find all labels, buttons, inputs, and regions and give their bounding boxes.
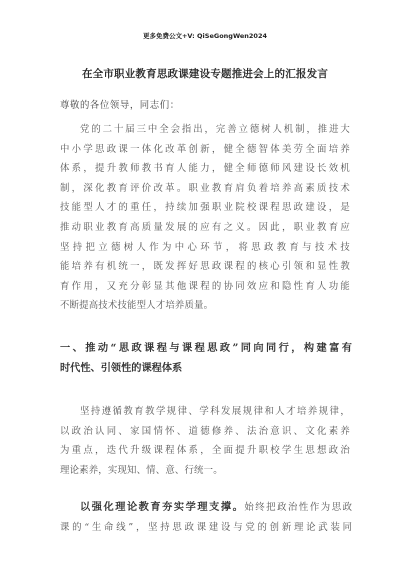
paragraph-curriculum [60,402,350,480]
heading-line: 一、推动“思政课程与课程思政”同向同行，构建富有 [60,342,352,354]
text-line: 推动职业教育高质量发展的应有之义。因此，职业教育应 [60,221,350,233]
text-line: 党的二十届三中全会指出，完善立德树人机制，推进大 [80,124,350,135]
text-line: 坚持把立德树人作为中心环节，将思政教育与技术技 [60,241,350,253]
text-line: 能培养有机统一，既发挥好思政课程的核心引领和显性教 [60,261,350,273]
paragraph-intro [60,120,350,316]
paragraph-theory [60,498,352,537]
text-line [60,498,352,518]
text-line: 中小学思政课一体化改革创新，健全德智体美劳全面培养 [60,143,350,155]
text-line: 坚持遵循教育教学规律、学科发展规律和人才培养规律， [80,406,350,417]
text-line: 为重点，迭代升级课程体系，全面提升职校学生思想政治 [60,445,350,457]
text-line: 课的“生命线”，坚持思政课建设与党的创新理论武装同 [60,521,352,533]
text-line: 不断提高技术技能型人才培养质量。 [60,300,214,312]
bold-lead: 以强化理论教育夯实学理支撑。 [80,501,245,513]
text-line: 理论素养，实现知、情、意、行统一。 [60,464,223,476]
text-line: 制，深化教育评价改革。职业教育肩负着培养高素质技术 [60,182,350,194]
text-line: 体系，提升教师教书育人能力，健全师德师风建设长效机 [60,163,350,175]
document-title: 在全市职业教育思政课建设专题推进会上的汇报发言 [81,68,329,80]
text-line: 育作用，又充分彰显其他课程的协同效应和隐性育人功能 [60,280,350,292]
section-heading-1 [60,338,352,378]
text-line: 以政治认同、家国情怀、道德修养、法治意识、文化素养 [60,425,350,437]
text-run: 始终把政治性作为思政 [244,502,352,513]
greeting: 尊敬的各位领导，同志们： [60,100,180,111]
text-line: 技能型人才的重任，持续加强职业院校课程思政建设，是 [60,202,350,214]
header-note: 更多免费公文+V: QiSeGongWen2024 [142,32,268,40]
heading-line: 时代性、引领性的课程体系 [60,362,183,374]
